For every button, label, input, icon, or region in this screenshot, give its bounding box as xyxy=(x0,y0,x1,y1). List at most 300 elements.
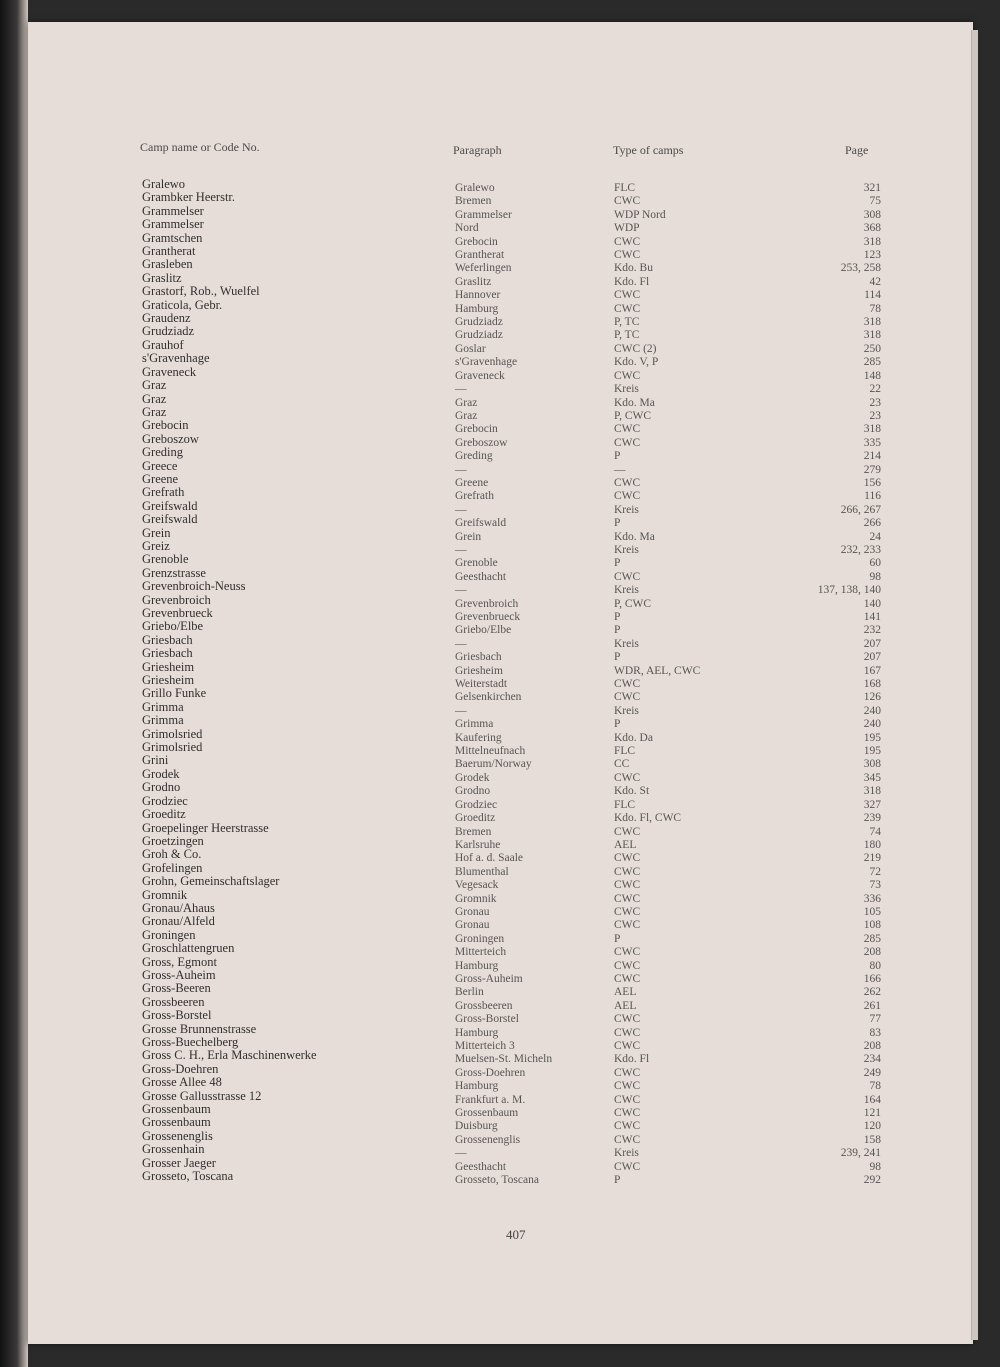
page-ref-cell: 74 xyxy=(869,825,881,838)
table-row xyxy=(28,1021,973,1039)
paragraph-cell: Grammelser xyxy=(455,208,512,221)
table-row xyxy=(28,780,973,798)
table-row xyxy=(28,190,973,208)
paragraph-cell: Grosseto, Toscana xyxy=(455,1174,539,1187)
page-ref-cell: 240 xyxy=(863,718,881,731)
camp-name-cell: Greiz xyxy=(142,538,170,553)
header-type-of-camps: Type of camps xyxy=(613,143,684,157)
camp-name-cell: Grimma xyxy=(142,699,184,714)
table-row xyxy=(28,458,973,476)
camp-type-cell: P xyxy=(614,718,621,731)
table-row xyxy=(28,512,973,530)
paragraph-cell: Grodek xyxy=(455,771,490,784)
page-ref-cell: 249 xyxy=(863,1066,881,1079)
page-ref-cell: 116 xyxy=(864,490,881,503)
paragraph-cell: Weiterstadt xyxy=(455,678,508,691)
paragraph-cell: Grossenbaum xyxy=(455,1107,519,1120)
paragraph-cell: Gross-Auheim xyxy=(455,972,523,985)
camp-type-cell: CWC xyxy=(614,905,641,918)
table-row xyxy=(28,471,973,489)
table-row xyxy=(28,244,973,262)
camp-type-cell: CWC xyxy=(614,570,641,583)
page-ref-cell: 167 xyxy=(863,664,881,677)
page-ref-cell: 285 xyxy=(863,356,881,369)
table-row xyxy=(28,833,973,851)
camp-type-cell: AEL xyxy=(614,986,637,999)
camp-type-cell: Kdo. St xyxy=(614,785,650,798)
page-ref-cell: 262 xyxy=(863,986,881,999)
paragraph-cell: Grimma xyxy=(455,718,494,731)
paragraph-cell: Grossbeeren xyxy=(455,999,513,1012)
paragraph-cell: Bremen xyxy=(455,195,492,208)
page-ref-cell: 266 xyxy=(863,517,881,530)
paragraph-cell: Hamburg xyxy=(455,1026,499,1039)
camp-type-cell: — xyxy=(614,463,626,476)
camp-type-cell: Kreis xyxy=(614,383,639,396)
paragraph-cell: Grein xyxy=(455,530,482,543)
camp-name-cell: Grastorf, Rob., Wuelfel xyxy=(142,284,260,299)
paragraph-cell: Goslar xyxy=(455,342,486,355)
page-ref-cell: 285 xyxy=(863,932,881,945)
camp-type-cell: Kreis xyxy=(614,584,639,597)
page-ref-cell: 250 xyxy=(863,342,881,355)
camp-type-cell: CWC xyxy=(614,959,641,972)
paragraph-cell: Gralewo xyxy=(455,182,495,194)
book-spine-shadow xyxy=(0,0,28,1367)
paragraph-cell: Grudziadz xyxy=(455,329,503,342)
table-row xyxy=(28,874,973,892)
camp-type-cell: CWC xyxy=(614,490,641,503)
table-row xyxy=(28,297,973,315)
camp-name-cell: Grosseto, Toscana xyxy=(142,1169,234,1184)
page-ref-cell: 279 xyxy=(863,463,881,476)
camp-name-cell: Grenoble xyxy=(142,552,189,567)
paragraph-cell: Gromnik xyxy=(455,892,497,905)
camp-type-cell: FLC xyxy=(614,745,636,758)
table-row xyxy=(28,525,973,543)
camp-type-cell: P xyxy=(614,557,621,570)
paragraph-cell: — xyxy=(455,503,467,516)
camp-name-cell: Grefrath xyxy=(142,485,185,500)
camp-type-cell: FLC xyxy=(614,182,636,194)
table-row xyxy=(28,538,973,556)
camp-type-cell: CC xyxy=(614,758,630,771)
page-ref-cell: 207 xyxy=(863,651,881,664)
camp-name-cell: Grossenbaum xyxy=(142,1102,211,1117)
page-ref-cell: 232 xyxy=(863,624,881,637)
camp-name-cell: Gross-Borstel xyxy=(142,1008,212,1023)
page-ref-cell: 318 xyxy=(863,785,881,798)
camp-name-cell: Gramtschen xyxy=(142,230,203,245)
table-row xyxy=(28,686,973,704)
page-ref-cell: 240 xyxy=(863,704,881,717)
paragraph-cell: Grodziec xyxy=(455,798,498,811)
camp-name-cell: Grosse Gallusstrasse 12 xyxy=(142,1088,262,1103)
table-row xyxy=(28,364,973,382)
paragraph-cell: Groningen xyxy=(455,932,505,945)
table-row xyxy=(28,900,973,918)
page-ref-cell: 318 xyxy=(863,235,881,248)
camp-name-cell: Grosse Brunnenstrasse xyxy=(142,1021,257,1036)
paragraph-cell: — xyxy=(455,1147,467,1160)
paragraph-cell: Berlin xyxy=(455,986,484,999)
paragraph-cell: Gelsenkirchen xyxy=(455,691,522,704)
page-ref-cell: 253, 258 xyxy=(840,262,881,275)
camp-type-cell: P, TC xyxy=(614,316,640,329)
paragraph-cell: Geesthacht xyxy=(455,570,507,583)
camp-name-cell: Gross-Doehren xyxy=(142,1061,219,1076)
table-row xyxy=(28,740,973,758)
table-row xyxy=(28,1061,973,1079)
page-ref-cell: 158 xyxy=(863,1133,881,1146)
page-ref-cell: 114 xyxy=(864,289,881,302)
camp-type-cell: CWC xyxy=(614,865,641,878)
table-row xyxy=(28,954,973,972)
table-row xyxy=(28,713,973,731)
page-ref-cell: 168 xyxy=(863,678,881,691)
camp-type-cell: Kdo. Fl xyxy=(614,275,650,288)
camp-name-cell: Greboszow xyxy=(142,431,199,446)
camp-type-cell: Kdo. Ma xyxy=(614,530,655,543)
table-row xyxy=(28,606,973,623)
page-ref-cell: 164 xyxy=(863,1093,881,1106)
camp-type-cell: P, CWC xyxy=(614,597,652,610)
page-ref-cell: 23 xyxy=(869,396,881,409)
page-ref-cell: 219 xyxy=(863,852,881,865)
camp-name-cell: Greene xyxy=(142,471,179,486)
camp-type-cell: Kreis xyxy=(614,1147,639,1160)
camp-name-cell: Grammelser xyxy=(142,217,204,232)
table-row xyxy=(28,378,973,396)
camp-type-cell: CWC xyxy=(614,249,641,262)
table-row xyxy=(28,967,973,985)
camp-type-cell: CWC xyxy=(614,919,641,932)
table-row xyxy=(28,592,973,610)
camp-name-cell: Grudziadz xyxy=(142,324,195,339)
page-ref-cell: 208 xyxy=(863,1040,881,1052)
table-row xyxy=(28,887,973,905)
header-paragraph: Paragraph xyxy=(453,143,502,157)
paragraph-cell: Vegesack xyxy=(455,879,499,892)
camp-type-cell: CWC xyxy=(614,771,641,784)
document-page xyxy=(28,22,973,1344)
camp-name-cell: Groetzingen xyxy=(142,833,204,848)
camp-type-cell: CWC xyxy=(614,1066,641,1079)
paragraph-cell: Baerum/Norway xyxy=(455,758,532,771)
camp-type-cell: CWC xyxy=(614,678,641,691)
table-row xyxy=(28,565,973,583)
table-row xyxy=(28,418,973,436)
camp-type-cell: CWC xyxy=(614,1120,641,1133)
paragraph-cell: Grebocin xyxy=(455,423,498,436)
paragraph-cell: Frankfurt a. M. xyxy=(455,1093,526,1106)
camp-type-cell: WDP Nord xyxy=(614,208,666,221)
page-ref-cell: 77 xyxy=(869,1013,881,1026)
table-row xyxy=(28,230,973,248)
camp-type-cell: CWC xyxy=(614,1013,641,1026)
camp-name-cell: Grimolsried xyxy=(142,740,203,755)
table-row xyxy=(28,203,973,221)
table-row xyxy=(28,1155,973,1173)
table-row xyxy=(28,217,973,235)
camp-name-cell: Graz xyxy=(142,391,167,406)
camp-type-cell: Kdo. Da xyxy=(614,731,653,744)
page-ref-cell: 368 xyxy=(863,222,881,235)
page-ref-cell: 308 xyxy=(863,208,881,221)
camp-type-cell: CWC xyxy=(614,195,641,208)
paragraph-cell: Blumenthal xyxy=(455,865,509,878)
camp-type-cell: FLC xyxy=(614,798,636,811)
page-ref-cell: 208 xyxy=(863,946,881,959)
table-row xyxy=(28,941,973,959)
camp-type-cell: CWC xyxy=(614,369,641,382)
page-ref-cell: 308 xyxy=(863,758,881,771)
camp-name-cell: Gross-Beeren xyxy=(142,981,211,996)
page-ref-cell: 207 xyxy=(863,637,881,650)
table-row xyxy=(28,485,973,503)
table-row xyxy=(28,404,973,422)
camp-name-cell: Griesbach xyxy=(142,632,193,647)
paragraph-cell: — xyxy=(455,637,467,650)
page-ref-cell: 98 xyxy=(869,570,881,583)
paragraph-cell: Grudziadz xyxy=(455,316,503,329)
page-ref-cell: 292 xyxy=(863,1174,881,1187)
page-ref-cell: 180 xyxy=(863,838,881,851)
paragraph-cell: Grodno xyxy=(455,785,491,798)
paragraph-cell: Grefrath xyxy=(455,490,494,503)
camp-name-cell: Grauhof xyxy=(142,337,184,352)
table-row xyxy=(28,820,973,838)
camp-name-cell: Grevenbrueck xyxy=(142,606,213,620)
paragraph-cell: Grossenenglis xyxy=(455,1133,521,1146)
paragraph-cell: Greding xyxy=(455,450,493,463)
paragraph-cell: Geesthacht xyxy=(455,1160,507,1173)
page-ref-cell: 232, 233 xyxy=(840,543,881,556)
table-row xyxy=(28,914,973,932)
camp-name-cell: Grevenbroich xyxy=(142,592,211,607)
paragraph-cell: Gronau xyxy=(455,905,490,918)
camp-type-cell: CWC xyxy=(614,436,641,449)
camp-name-cell: Greifswald xyxy=(142,498,198,513)
page-ref-cell: 234 xyxy=(863,1053,881,1066)
camp-type-cell: P xyxy=(614,624,621,637)
table-row xyxy=(28,632,973,650)
camp-type-cell: P xyxy=(614,517,621,530)
paragraph-cell: Grevenbroich xyxy=(455,597,519,610)
page-ref-cell: 195 xyxy=(863,731,881,744)
camp-name-cell: Grossenenglis xyxy=(142,1128,213,1143)
camp-type-cell: P, CWC xyxy=(614,409,652,422)
camp-name-cell: Gross-Auheim xyxy=(142,967,216,982)
table-row xyxy=(28,1115,973,1133)
camp-type-cell: Kreis xyxy=(614,704,639,717)
camp-type-cell: Kreis xyxy=(614,503,639,516)
table-row xyxy=(28,1128,973,1146)
camp-type-cell: CWC xyxy=(614,1133,641,1146)
table-row xyxy=(28,927,973,945)
table-row xyxy=(28,311,973,329)
camp-type-cell: Kdo. V, P xyxy=(614,356,659,369)
paragraph-cell: Hamburg xyxy=(455,959,499,972)
table-row xyxy=(28,552,973,570)
camp-type-cell: WDR, AEL, CWC xyxy=(614,664,701,677)
table-row xyxy=(28,391,973,409)
paragraph-cell: Grebocin xyxy=(455,235,498,248)
camp-type-cell: CWC xyxy=(614,879,641,892)
header-camp-name: Camp name or Code No. xyxy=(140,140,260,154)
camp-name-cell: Grebocin xyxy=(142,418,189,433)
table-row xyxy=(28,981,973,999)
camp-name-cell: Grossenhain xyxy=(142,1142,205,1157)
camp-type-cell: CWC xyxy=(614,476,641,489)
camp-name-cell: Gralewo xyxy=(142,177,186,191)
table-row xyxy=(28,445,973,463)
paragraph-cell: Mitterteich xyxy=(455,946,507,959)
paragraph-cell: Gross-Doehren xyxy=(455,1066,526,1079)
camp-type-cell: Kdo. Fl xyxy=(614,1053,650,1066)
table-row xyxy=(28,1088,973,1106)
page-ref-cell: 318 xyxy=(863,316,881,329)
paragraph-cell: Graslitz xyxy=(455,275,492,288)
camp-type-cell: WDP xyxy=(614,222,640,235)
camp-type-cell: CWC xyxy=(614,1093,641,1106)
page-ref-cell: 42 xyxy=(869,275,881,288)
camp-name-cell: Graz xyxy=(142,378,167,393)
camp-type-cell: CWC xyxy=(614,289,641,302)
table-row xyxy=(28,1048,973,1066)
table-row xyxy=(28,699,973,717)
paragraph-cell: Graveneck xyxy=(455,369,505,382)
camp-type-cell: Kdo. Ma xyxy=(614,396,655,409)
camp-type-cell: Kdo. Fl, CWC xyxy=(614,812,682,825)
camp-name-cell: Grossenbaum xyxy=(142,1115,211,1130)
paragraph-cell: s'Gravenhage xyxy=(455,356,518,369)
camp-name-cell: Grantherat xyxy=(142,244,196,259)
page-ref-cell: 141 xyxy=(863,611,881,623)
camp-name-cell: Gronau/Alfeld xyxy=(142,914,215,929)
paragraph-cell: Weferlingen xyxy=(455,262,512,275)
camp-name-cell: Grillo Funke xyxy=(142,686,207,701)
paragraph-cell: Grevenbrueck xyxy=(455,611,521,623)
camp-name-cell: Grevenbroich-Neuss xyxy=(142,579,246,594)
paragraph-cell: Greboszow xyxy=(455,436,508,449)
camp-name-cell: Grohn, Gemeinschaftslager xyxy=(142,874,280,889)
camp-name-cell: Grodziec xyxy=(142,793,188,808)
camp-name-cell: Grimma xyxy=(142,713,184,728)
index-table xyxy=(28,177,973,1187)
page-ref-cell: 335 xyxy=(863,436,881,449)
camp-type-cell: AEL xyxy=(614,999,637,1012)
camp-name-cell: Graveneck xyxy=(142,364,197,379)
camp-name-cell: Griebo/Elbe xyxy=(142,619,204,634)
camp-type-cell: AEL xyxy=(614,838,637,851)
paragraph-cell: Grenoble xyxy=(455,557,498,570)
paragraph-cell: Greene xyxy=(455,476,489,489)
table-row xyxy=(28,1102,973,1120)
paragraph-cell: — xyxy=(455,584,467,597)
camp-type-cell: CWC xyxy=(614,235,641,248)
paragraph-cell: Gross-Borstel xyxy=(455,1013,519,1026)
table-row xyxy=(28,1075,973,1093)
camp-type-cell: CWC xyxy=(614,1107,641,1120)
camp-name-cell: Grenzstrasse xyxy=(142,565,206,580)
camp-name-cell: Groh & Co. xyxy=(142,847,202,862)
page-ref-cell: 321 xyxy=(863,182,881,194)
camp-name-cell: Grodek xyxy=(142,766,180,781)
page-ref-cell: 266, 267 xyxy=(840,503,881,516)
table-row xyxy=(28,257,973,275)
camp-name-cell: Griesbach xyxy=(142,646,193,661)
camp-name-cell: Groeditz xyxy=(142,807,186,822)
page-ref-cell: 126 xyxy=(863,691,881,704)
table-row xyxy=(28,498,973,516)
camp-name-cell: s'Gravenhage xyxy=(142,351,210,366)
camp-type-cell: CWC xyxy=(614,852,641,865)
table-row xyxy=(28,1008,973,1026)
paragraph-cell: Duisburg xyxy=(455,1120,498,1133)
camp-name-cell: Grini xyxy=(142,753,169,768)
table-row xyxy=(28,807,973,825)
camp-name-cell: Groningen xyxy=(142,927,196,942)
camp-name-cell: Gronau/Ahaus xyxy=(142,900,215,915)
page-ref-cell: 23 xyxy=(869,409,881,422)
page-ref-cell: 327 xyxy=(863,798,881,811)
page-ref-cell: 261 xyxy=(863,999,881,1012)
table-row xyxy=(28,619,973,637)
page-ref-cell: 318 xyxy=(863,329,881,342)
paragraph-cell: — xyxy=(455,463,467,476)
camp-name-cell: Gromnik xyxy=(142,887,188,902)
camp-type-cell: P xyxy=(614,1174,621,1187)
camp-name-cell: Grosser Jaeger xyxy=(142,1155,216,1170)
table-row xyxy=(28,579,973,597)
table-row xyxy=(28,753,973,771)
camp-name-cell: Grasleben xyxy=(142,257,193,272)
camp-type-cell: CWC xyxy=(614,825,641,838)
paragraph-cell: Nord xyxy=(455,222,479,235)
camp-name-cell: Grammelser xyxy=(142,203,204,218)
page-ref-cell: 78 xyxy=(869,1080,881,1093)
camp-name-cell: Groschlattengruen xyxy=(142,941,235,956)
page-ref-cell: 140 xyxy=(863,597,881,610)
page-number: 407 xyxy=(506,1227,526,1242)
page-ref-cell: 80 xyxy=(869,959,881,972)
camp-type-cell: P xyxy=(614,651,621,664)
paragraph-cell: — xyxy=(455,383,467,396)
table-row xyxy=(28,324,973,342)
camp-name-cell: Grambker Heerstr. xyxy=(142,190,236,205)
camp-type-cell: P xyxy=(614,611,621,623)
page-ref-cell: 73 xyxy=(869,879,881,892)
table-row xyxy=(28,766,973,784)
camp-type-cell: CWC xyxy=(614,691,641,704)
paragraph-cell: Hannover xyxy=(455,289,501,302)
paragraph-cell: Kaufering xyxy=(455,731,502,744)
camp-name-cell: Groepelinger Heerstrasse xyxy=(142,820,269,835)
camp-type-cell: P xyxy=(614,932,621,945)
page-ref-cell: 78 xyxy=(869,302,881,315)
camp-name-cell: Graslitz xyxy=(142,270,182,285)
paragraph-cell: Griesheim xyxy=(455,664,503,677)
page-ref-cell: 60 xyxy=(869,557,881,570)
paragraph-cell: Hof a. d. Saale xyxy=(455,852,524,865)
paragraph-cell: Bremen xyxy=(455,825,492,838)
page-ref-cell: 166 xyxy=(863,972,881,985)
table-row xyxy=(28,284,973,302)
page-ref-cell: 123 xyxy=(863,249,881,262)
camp-name-cell: Grofelingen xyxy=(142,860,203,875)
page-ref-cell: 108 xyxy=(863,919,881,932)
